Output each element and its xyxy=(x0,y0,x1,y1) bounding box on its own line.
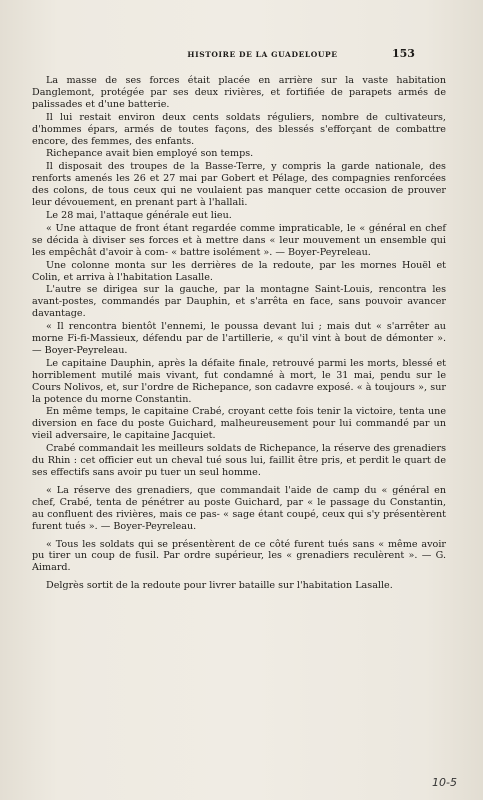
paragraph: L'autre se dirigea sur la gauche, par la montagne Saint-Louis, rencontra les avant-postes, commandés par Dauphin, et s'arrêta en face, sans pouvoir avancer davantage. xyxy=(32,284,446,320)
quote-paragraph: « La réserve des grenadiers, que commandait l'aide de camp du « général en chef, Crabé, tenta de pénétrer au poste Guichard, par « le passage du Constantin, au confluent des rivières, mais ce pas- « sage étant coupé, ceux qui s'y présentèrent furent tués ». — Boyer-Peyreleau. xyxy=(32,484,446,532)
page-number: 153 xyxy=(392,47,415,60)
paragraph: Le capitaine Dauphin, après la défaite finale, retrouvé parmi les morts, blessé et horriblement mutilé mais vivant, fut condamné à mort, le 31 mai, pendu sur le Cours Nolivos, et, sur l'ordre de Richepance, son cadavre exposé. « à toujours », sur la potence du morne Constantin. xyxy=(32,357,446,405)
handwritten-margin-note: 10-5 xyxy=(432,776,457,789)
paragraph: En même temps, le capitaine Crabé, croyant cette fois tenir la victoire, tenta une diversion en face du poste Guichard, malheureusement pour lui commandé par un vieil adversaire, le capitaine Jacquiet. xyxy=(32,406,446,442)
running-title: HISTOIRE DE LA GUADELOUPE xyxy=(187,50,338,59)
paragraph: Richepance avait bien employé son temps. xyxy=(46,148,254,160)
quote-paragraph: « Il rencontra bientôt l'ennemi, le poussa devant lui ; mais dut « s'arrêter au morne Fi-fi-Massieux, défendu par de l'artillerie, « qu'il vint à bout de démonter ». — Boyer-Peyreleau. xyxy=(32,321,446,356)
paragraph: Le 28 mai, l'attaque générale eut lieu. xyxy=(46,209,232,221)
paragraph: Il disposait des troupes de la Basse-Terre, y compris la garde nationale, des renforts amenés les 26 et 27 mai par Gobert et Pélage, des compagnies renforcées des colons, de tous ceux qui ne voulaient pas manquer cette occasion de prouver leur dévouement, en prenant part à l'hallali. xyxy=(32,161,446,209)
paragraph: La masse de ses forces était placée en arrière sur la vaste habitation Danglemont, protégée par ses deux rivières, et fortifiée de parapets armés de palissades et d'une batterie. xyxy=(32,75,446,110)
paragraph: Crabé commandait les meilleurs soldats de Richepance, la réserve des grenadiers du Rhin : cet officier eut un cheval tué sous lui, faillit être pris, et perdit le quart de ses effectifs sans avoir pu tuer un seul homme. xyxy=(32,443,446,478)
quote-paragraph: « Tous les soldats qui se présentèrent de ce côté furent tués sans « même avoir pu tirer un coup de fusil. Par ordre supérieur, les « grenadiers reculèrent ». — G. Aimard. xyxy=(32,538,446,574)
paragraph: Une colonne monta sur les derrières de la redoute, par les mornes Houël et Colin, et arriva à l'habitation Lasalle. xyxy=(32,259,446,283)
quote-paragraph: « Une attaque de front étant regardée comme impraticable, le « général en chef se décida à diviser ses forces et à mettre dans « leur mouvement un ensemble qui les empêchât d'avoir à com- « battre isolément ». — Boyer-Peyreleau. xyxy=(32,222,446,258)
paragraph: Il lui restait environ deux cents soldats réguliers, nombre de cultivateurs, d'hommes épars, armés de toutes façons, des blessés s'efforçant de combattre encore, des femmes, des enfants. xyxy=(32,111,446,147)
paragraph: Delgrès sortit de la redoute pour livrer bataille sur l'habitation Lasalle. xyxy=(46,580,393,592)
body-text xyxy=(32,75,446,593)
